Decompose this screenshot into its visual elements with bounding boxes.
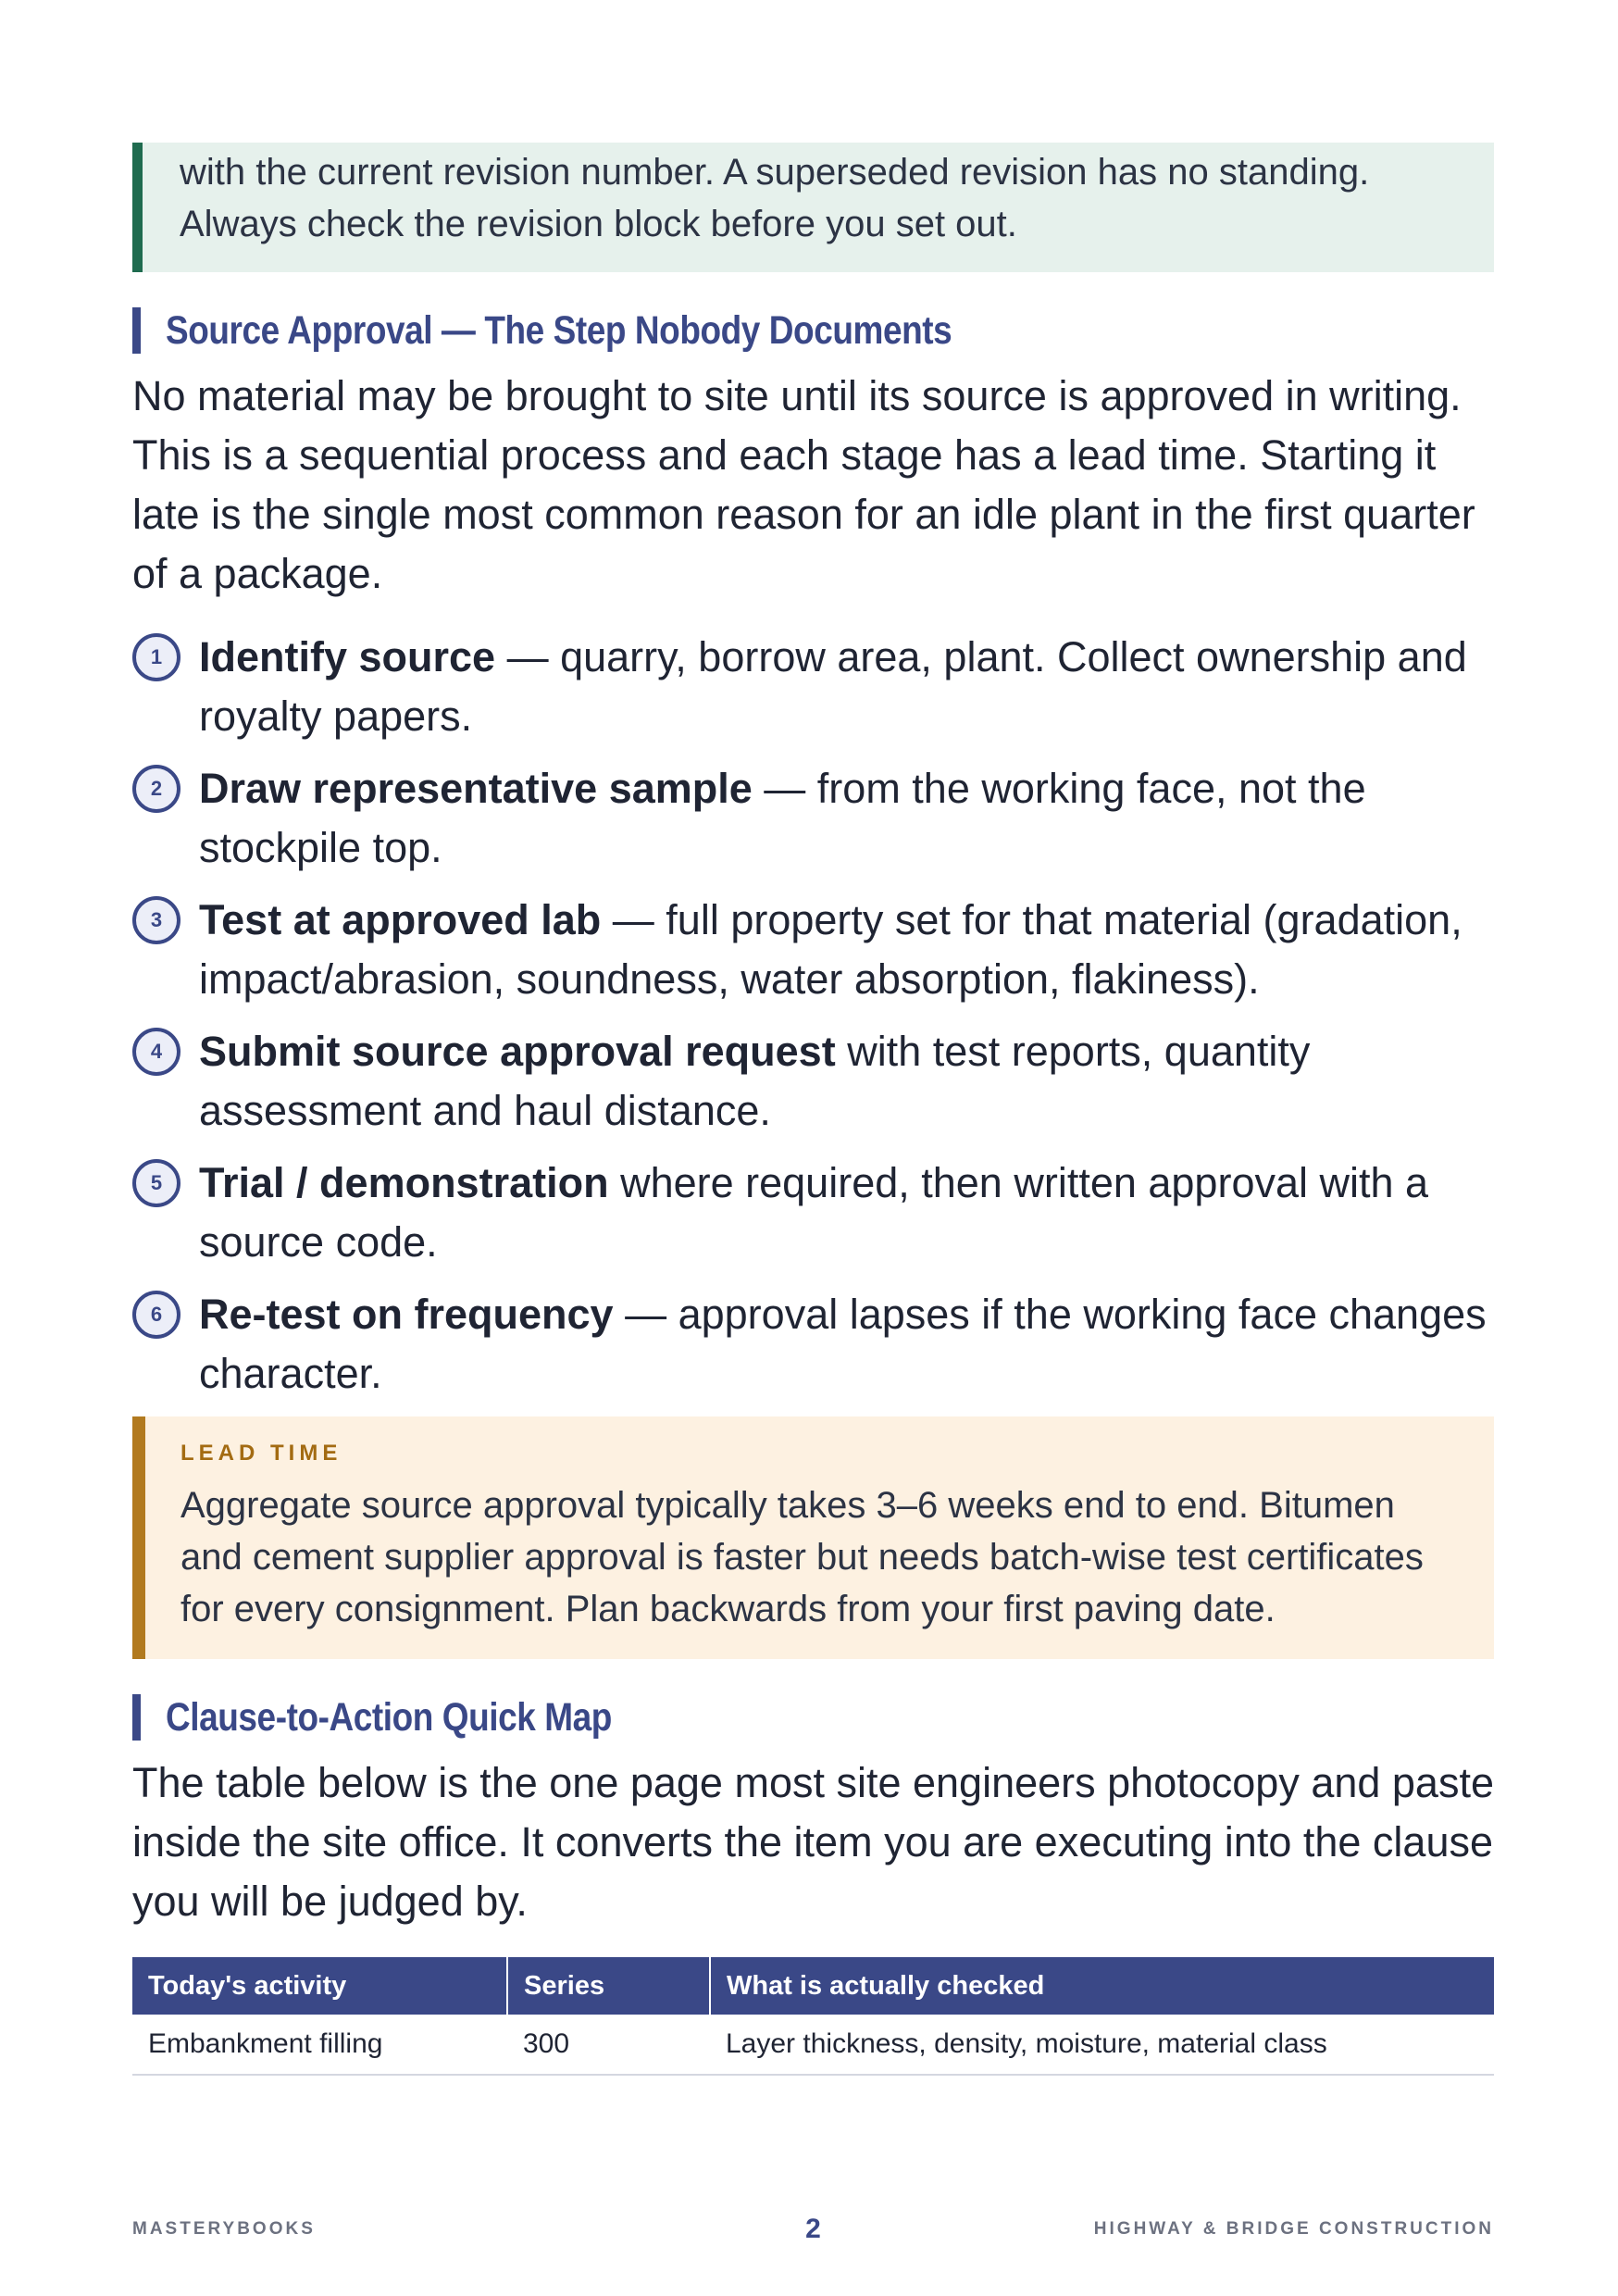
footer-brand: MASTERYBOOKS bbox=[132, 2219, 316, 2239]
step-description: with test reports, quantity assessment and haul distance. bbox=[199, 1028, 1311, 1134]
page-footer bbox=[132, 2211, 1494, 2248]
column-header: Series bbox=[507, 1957, 710, 2015]
step-description: — full property set for that material (gradation, impact/abrasion, soundness, water absorption, flakiness). bbox=[199, 896, 1462, 1003]
step-item bbox=[132, 1154, 1494, 1272]
step-number-badge: 5 bbox=[132, 1159, 180, 1207]
step-description: — from the working face, not the stockpile top. bbox=[199, 765, 1366, 871]
step-description: — quarry, borrow area, plant. Collect ownership and royalty papers. bbox=[199, 633, 1467, 740]
step-text bbox=[199, 1285, 1494, 1404]
step-text bbox=[199, 891, 1494, 1009]
step-text bbox=[199, 1022, 1494, 1141]
footer-series-title: HIGHWAY & BRIDGE CONSTRUCTION bbox=[1093, 2219, 1494, 2239]
section-title: Source Approval — The Step Nobody Documents bbox=[166, 307, 952, 353]
table-header-row bbox=[132, 1957, 1494, 2015]
page-number: 2 bbox=[805, 2214, 821, 2244]
section-title: Clause-to-Action Quick Map bbox=[166, 1694, 612, 1740]
callout-text: Aggregate source approval typically takes 3–6 weeks end to end. Bitumen and cement supplier approval is faster but needs batch-wise test certificates for every consignment. Plan backwards from your first paving date. bbox=[180, 1485, 1424, 1629]
step-title: Trial / demonstration bbox=[199, 1159, 609, 1206]
revision-callout bbox=[132, 143, 1494, 272]
callout-label: LEAD TIME bbox=[180, 1441, 342, 1466]
step-text bbox=[199, 1154, 1494, 1272]
column-header: Today's activity bbox=[132, 1957, 507, 2015]
table-cell: Layer thickness, density, moisture, material class bbox=[710, 2015, 1494, 2075]
step-title: Identify source bbox=[199, 633, 496, 680]
callout-line: with the current revision number. A superseded revision has no standing. bbox=[180, 152, 1370, 193]
table-cell: 300 bbox=[507, 2015, 710, 2075]
step-text bbox=[199, 759, 1494, 878]
step-title: Draw representative sample bbox=[199, 765, 753, 812]
step-item bbox=[132, 1285, 1494, 1404]
page-content bbox=[132, 143, 1494, 2076]
table-row bbox=[132, 2015, 1494, 2075]
heading-accent-bar bbox=[132, 1694, 141, 1741]
table-cell: Embankment filling bbox=[132, 2015, 507, 2075]
column-header: What is actually checked bbox=[710, 1957, 1494, 2015]
step-number-badge: 1 bbox=[132, 633, 180, 681]
source-approval-steps bbox=[132, 628, 1494, 1404]
step-text bbox=[199, 628, 1494, 746]
step-number-badge: 2 bbox=[132, 765, 180, 813]
heading-accent-bar bbox=[132, 307, 141, 354]
step-number-badge: 6 bbox=[132, 1291, 180, 1339]
step-description: where required, then written approval with a source code. bbox=[199, 1159, 1429, 1266]
callout-line: Always check the revision block before you set out. bbox=[180, 204, 1017, 244]
step-number-badge: 4 bbox=[132, 1028, 180, 1076]
source-approval-intro: No material may be brought to site until its source is approved in writing. This is a sequential process and each stage has a lead time. Starting it late is the single most common reason for an idle plant in the first quarter of a package. bbox=[132, 372, 1475, 597]
step-item bbox=[132, 759, 1494, 878]
step-title: Test at approved lab bbox=[199, 896, 602, 943]
step-item bbox=[132, 891, 1494, 1009]
step-number-badge: 3 bbox=[132, 896, 180, 944]
step-title: Submit source approval request bbox=[199, 1028, 836, 1075]
step-description: — approval lapses if the working face changes character. bbox=[199, 1291, 1487, 1397]
quick-map-intro: The table below is the one page most site engineers photocopy and paste inside the site office. It converts the item you are executing into the clause you will be judged by. bbox=[132, 1759, 1494, 1925]
lead-time-callout bbox=[132, 1416, 1494, 1659]
section-heading-quick-map bbox=[132, 1694, 1494, 1741]
step-item bbox=[132, 1022, 1494, 1141]
section-heading-source-approval bbox=[132, 307, 1494, 354]
step-title: Re-test on frequency bbox=[199, 1291, 614, 1338]
clause-action-table bbox=[132, 1957, 1494, 2076]
step-item bbox=[132, 628, 1494, 746]
